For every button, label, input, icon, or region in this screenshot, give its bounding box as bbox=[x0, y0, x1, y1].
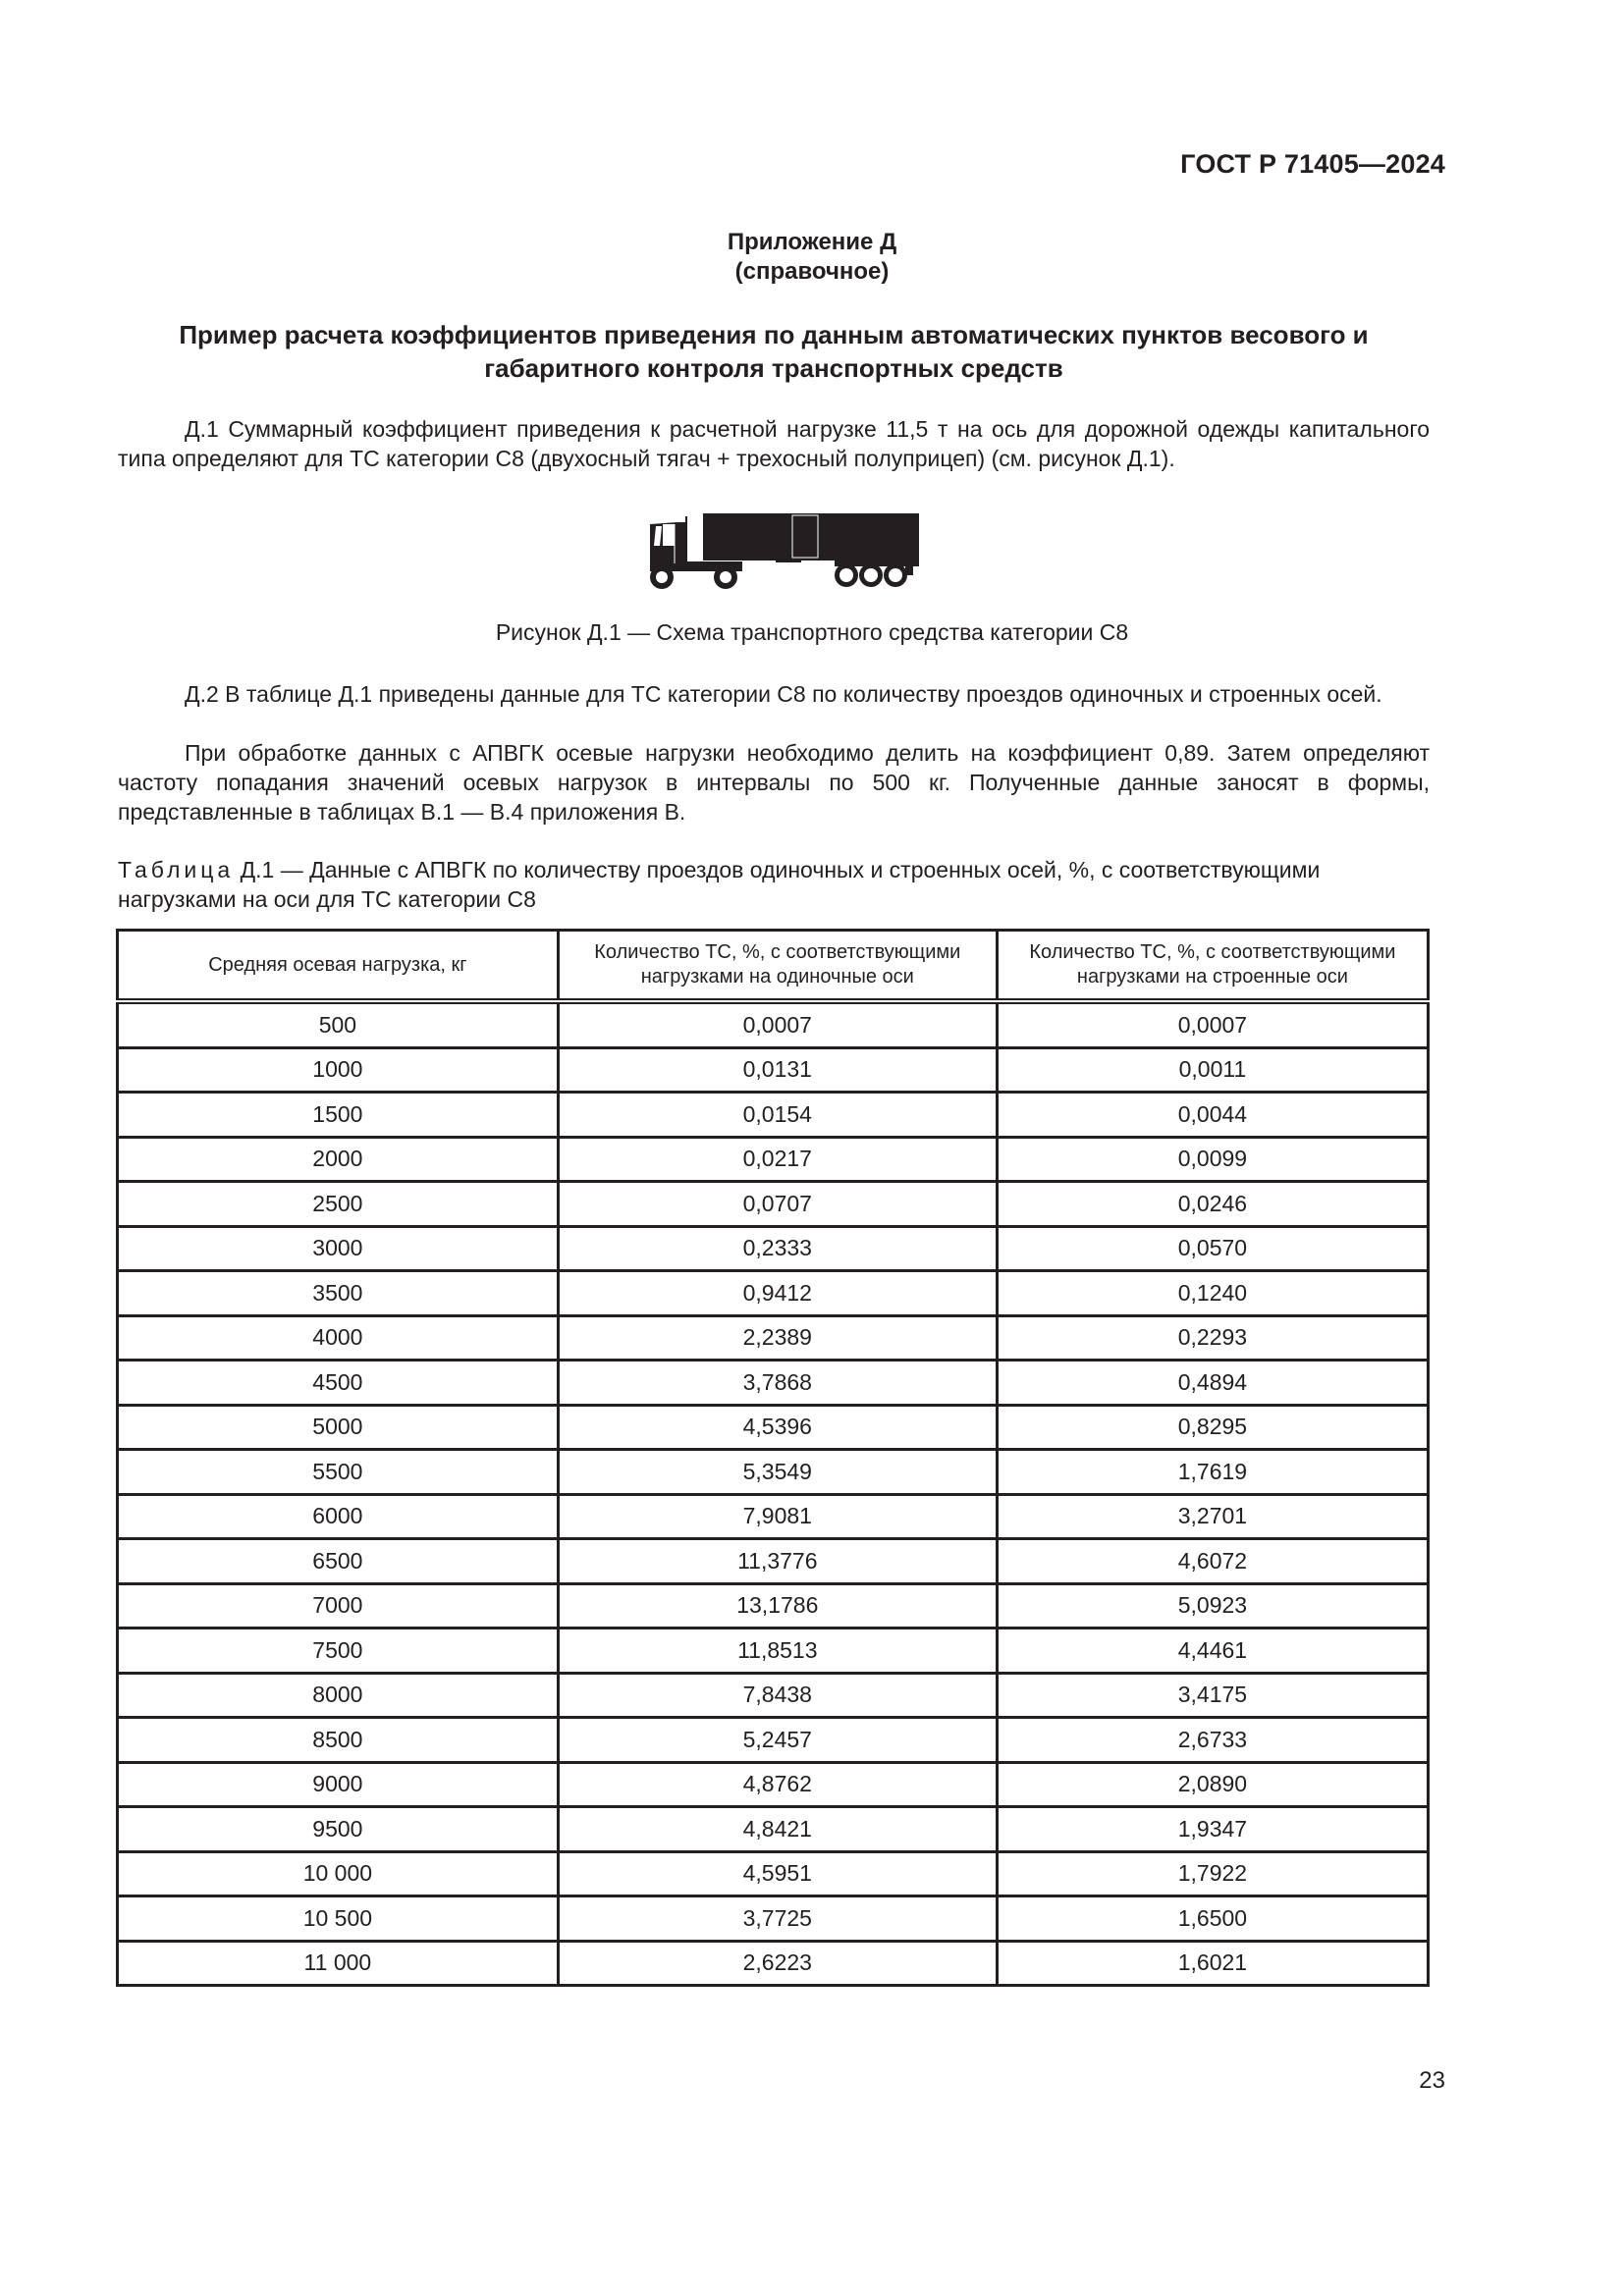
table-row bbox=[118, 1629, 1429, 1674]
cell-single-axle-percent: 13,1786 bbox=[558, 1583, 997, 1629]
cell-single-axle-percent: 2,2389 bbox=[558, 1315, 997, 1361]
table-row bbox=[118, 1315, 1429, 1361]
cell-single-axle-percent: 5,2457 bbox=[558, 1718, 997, 1763]
cell-triple-axle-percent: 0,8295 bbox=[997, 1405, 1428, 1450]
cell-single-axle-percent: 0,2333 bbox=[558, 1226, 997, 1271]
table-caption-label: Таблица bbox=[118, 857, 235, 882]
header-single-axles: Количество ТС, %, с соответствующими нагрузками на одиночные оси bbox=[558, 931, 997, 1002]
cell-axle-load: 1000 bbox=[118, 1047, 559, 1093]
cell-triple-axle-percent: 3,2701 bbox=[997, 1494, 1428, 1539]
cell-axle-load: 2500 bbox=[118, 1182, 559, 1227]
cell-axle-load: 10 500 bbox=[118, 1896, 559, 1942]
cell-axle-load: 10 000 bbox=[118, 1851, 559, 1896]
table-row bbox=[118, 1182, 1429, 1227]
cell-single-axle-percent: 7,8438 bbox=[558, 1673, 997, 1718]
cell-triple-axle-percent: 0,0246 bbox=[997, 1182, 1428, 1227]
cell-axle-load: 11 000 bbox=[118, 1941, 559, 1986]
paragraph-d2 bbox=[118, 679, 1430, 709]
cell-single-axle-percent: 4,8421 bbox=[558, 1807, 997, 1852]
cell-single-axle-percent: 3,7868 bbox=[558, 1361, 997, 1406]
cell-triple-axle-percent: 4,6072 bbox=[997, 1539, 1428, 1584]
cell-triple-axle-percent: 0,0007 bbox=[997, 1001, 1428, 1047]
table-caption bbox=[118, 855, 1430, 914]
cell-triple-axle-percent: 2,6733 bbox=[997, 1718, 1428, 1763]
table-row bbox=[118, 1718, 1429, 1763]
table-row bbox=[118, 1494, 1429, 1539]
cell-axle-load: 8000 bbox=[118, 1673, 559, 1718]
cell-axle-load: 500 bbox=[118, 1001, 559, 1047]
cell-single-axle-percent: 4,5396 bbox=[558, 1405, 997, 1450]
cell-single-axle-percent: 0,0007 bbox=[558, 1001, 997, 1047]
table-row bbox=[118, 1137, 1429, 1182]
cell-triple-axle-percent: 1,6500 bbox=[997, 1896, 1428, 1942]
table-row bbox=[118, 1583, 1429, 1629]
cell-triple-axle-percent: 4,4461 bbox=[997, 1629, 1428, 1674]
cell-axle-load: 7500 bbox=[118, 1629, 559, 1674]
cell-triple-axle-percent: 1,7922 bbox=[997, 1851, 1428, 1896]
table-row bbox=[118, 1941, 1429, 1986]
table-row bbox=[118, 1450, 1429, 1495]
cell-axle-load: 2000 bbox=[118, 1137, 559, 1182]
page-number: 23 bbox=[1419, 2067, 1445, 2094]
cell-single-axle-percent: 0,9412 bbox=[558, 1271, 997, 1316]
cell-triple-axle-percent: 0,2293 bbox=[997, 1315, 1428, 1361]
cell-axle-load: 4000 bbox=[118, 1315, 559, 1361]
table-row bbox=[118, 1673, 1429, 1718]
cell-axle-load: 3000 bbox=[118, 1226, 559, 1271]
table-row bbox=[118, 1539, 1429, 1584]
cell-single-axle-percent: 4,8762 bbox=[558, 1762, 997, 1807]
cell-axle-load: 5500 bbox=[118, 1450, 559, 1495]
table-row bbox=[118, 1851, 1429, 1896]
truck-icon bbox=[638, 503, 933, 601]
cell-axle-load: 6000 bbox=[118, 1494, 559, 1539]
paragraph-processing bbox=[118, 738, 1430, 827]
paragraph-processing-text: При обработке данных с АПВГК осевые нагрузки необходимо делить на коэффициент 0,89. Затем определяют частоту попадания значений осевых нагрузок в интервалы по 500 кг. Полученные данные заносят в формы, представленные в таблицах В.1 — В.4 приложения В. bbox=[118, 740, 1430, 825]
cell-triple-axle-percent: 0,0099 bbox=[997, 1137, 1428, 1182]
cell-triple-axle-percent: 0,0011 bbox=[997, 1047, 1428, 1093]
table-row bbox=[118, 1762, 1429, 1807]
cell-triple-axle-percent: 2,0890 bbox=[997, 1762, 1428, 1807]
annex-subtitle: (справочное) bbox=[734, 258, 890, 285]
paragraph-d1-text: Д.1 Суммарный коэффициент приведения к расчетной нагрузке 11,5 т на ось для дорожной одежды капитального типа определяют для ТС категории С8 (двухосный тягач + трехосный полуприцеп) (см. рисунок Д.1). bbox=[118, 416, 1430, 471]
cell-single-axle-percent: 5,3549 bbox=[558, 1450, 997, 1495]
cell-triple-axle-percent: 1,6021 bbox=[997, 1941, 1428, 1986]
table-row bbox=[118, 1807, 1429, 1852]
table-row bbox=[118, 1047, 1429, 1093]
table-caption-text: Д.1 — Данные с АПВГК по количеству проездов одиночных и строенных осей, %, с соответствующими нагрузками на оси для ТС категории С8 bbox=[118, 857, 1321, 912]
cell-single-axle-percent: 11,8513 bbox=[558, 1629, 997, 1674]
cell-single-axle-percent: 4,5951 bbox=[558, 1851, 997, 1896]
cell-single-axle-percent: 0,0131 bbox=[558, 1047, 997, 1093]
cell-single-axle-percent: 3,7725 bbox=[558, 1896, 997, 1942]
cell-single-axle-percent: 7,9081 bbox=[558, 1494, 997, 1539]
table-row bbox=[118, 1271, 1429, 1316]
cell-axle-load: 1500 bbox=[118, 1093, 559, 1138]
cell-triple-axle-percent: 0,0044 bbox=[997, 1093, 1428, 1138]
cell-triple-axle-percent: 5,0923 bbox=[997, 1583, 1428, 1629]
cell-triple-axle-percent: 0,4894 bbox=[997, 1361, 1428, 1406]
header-axle-load: Средняя осевая нагрузка, кг bbox=[118, 931, 559, 1002]
cell-triple-axle-percent: 0,1240 bbox=[997, 1271, 1428, 1316]
figure-caption: Рисунок Д.1 — Схема транспортного средства категории С8 bbox=[495, 619, 1129, 645]
cell-single-axle-percent: 11,3776 bbox=[558, 1539, 997, 1584]
cell-axle-load: 5000 bbox=[118, 1405, 559, 1450]
cell-single-axle-percent: 0,0217 bbox=[558, 1137, 997, 1182]
table-row bbox=[118, 1001, 1429, 1047]
cell-triple-axle-percent: 1,9347 bbox=[997, 1807, 1428, 1852]
cell-axle-load: 9000 bbox=[118, 1762, 559, 1807]
cell-triple-axle-percent: 0,0570 bbox=[997, 1226, 1428, 1271]
annex-title: Приложение Д bbox=[727, 229, 897, 255]
cell-axle-load: 7000 bbox=[118, 1583, 559, 1629]
axle-load-table bbox=[116, 929, 1430, 1987]
cell-single-axle-percent: 0,0707 bbox=[558, 1182, 997, 1227]
table-header-row bbox=[118, 931, 1429, 1002]
cell-axle-load: 8500 bbox=[118, 1718, 559, 1763]
cell-triple-axle-percent: 3,4175 bbox=[997, 1673, 1428, 1718]
table-row bbox=[118, 1093, 1429, 1138]
cell-axle-load: 4500 bbox=[118, 1361, 559, 1406]
cell-axle-load: 3500 bbox=[118, 1271, 559, 1316]
cell-single-axle-percent: 2,6223 bbox=[558, 1941, 997, 1986]
cell-axle-load: 9500 bbox=[118, 1807, 559, 1852]
paragraph-d1 bbox=[118, 414, 1430, 473]
table-row bbox=[118, 1896, 1429, 1942]
cell-single-axle-percent: 0,0154 bbox=[558, 1093, 997, 1138]
table-row bbox=[118, 1361, 1429, 1406]
section-heading: Пример расчета коэффициентов приведения по данным автоматических пунктов весового и габаритного контроля транспортных средств bbox=[179, 320, 1369, 383]
cell-triple-axle-percent: 1,7619 bbox=[997, 1450, 1428, 1495]
table-row bbox=[118, 1405, 1429, 1450]
cell-axle-load: 6500 bbox=[118, 1539, 559, 1584]
document-id: ГОСТ Р 71405—2024 bbox=[1180, 149, 1445, 179]
paragraph-d2-text: Д.2 В таблице Д.1 приведены данные для ТС категории С8 по количеству проездов одиночных и строенных осей. bbox=[185, 681, 1382, 707]
table-row bbox=[118, 1226, 1429, 1271]
header-triple-axles: Количество ТС, %, с соответствующими нагрузками на строенные оси bbox=[997, 931, 1428, 1002]
